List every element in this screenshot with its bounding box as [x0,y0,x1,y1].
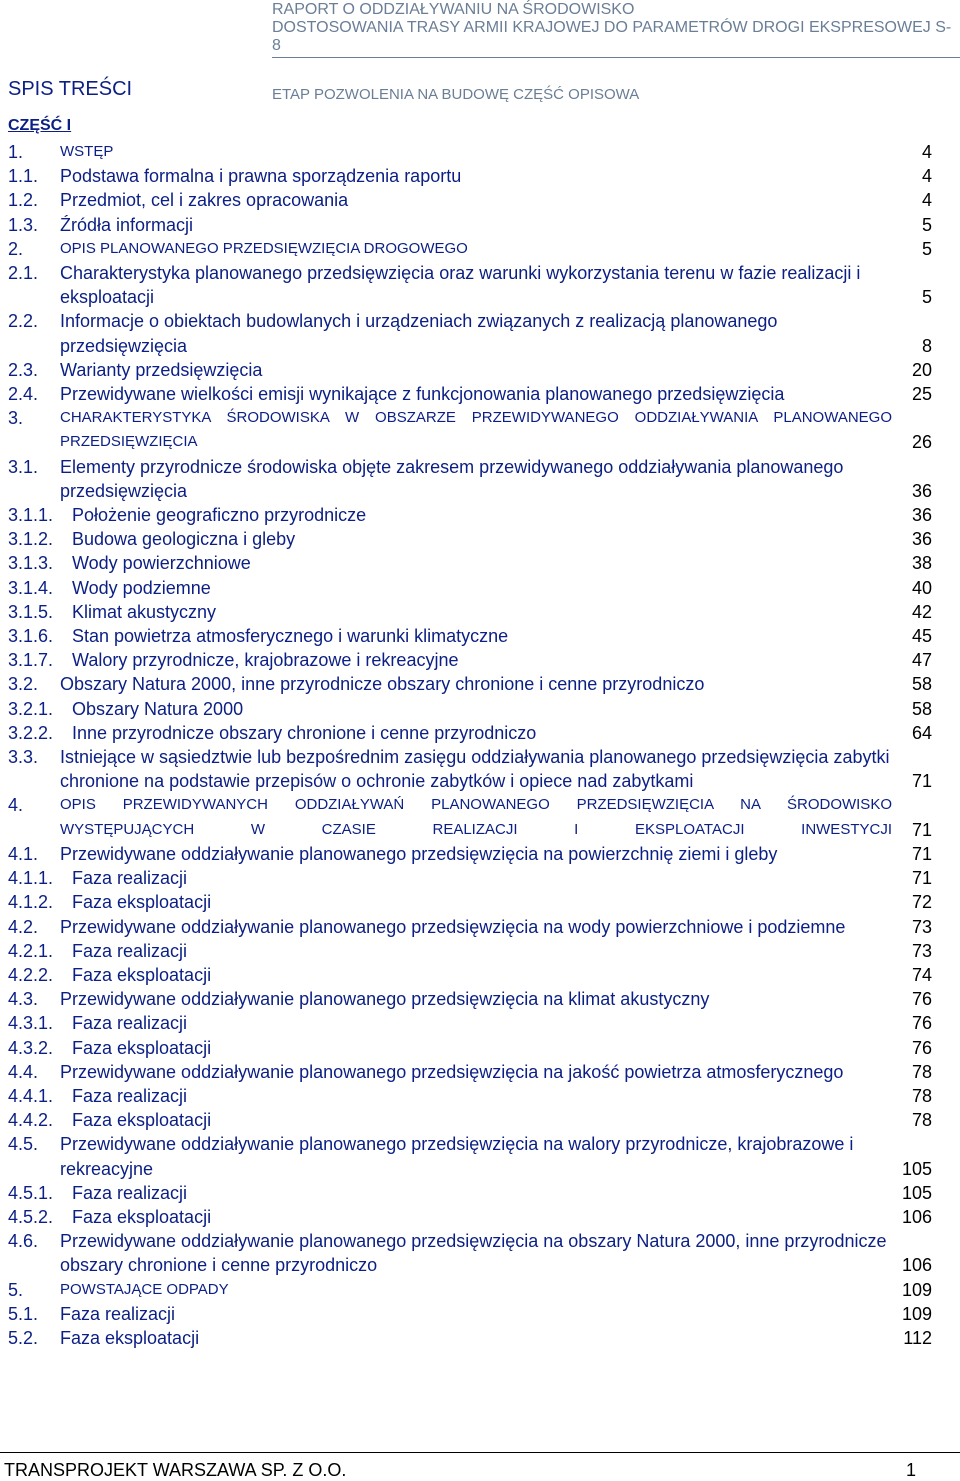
toc-entry-number: 4.3.1. [8,1013,54,1034]
toc-entry-page: 73 [911,916,932,937]
toc-entry-number: 3.2.2. [8,722,54,743]
toc-entry-page: 106 [901,1255,932,1276]
toc-entry[interactable] [8,213,932,237]
toc-entry-title: Faza realizacji [72,1085,188,1106]
toc-entry[interactable] [8,1302,932,1326]
toc-entry-number: 4.5. [8,1134,39,1155]
toc-entry-page: 74 [911,964,932,985]
toc-entry-number: 3.1.1. [8,505,54,526]
document-header [272,0,960,104]
toc-entry-title: OPIS PLANOWANEGO PRZEDSIĘWZIĘCIA DROGOWEGO [60,239,468,257]
toc-entry-number: 1. [8,142,24,162]
document-footer [0,1452,960,1480]
toc-entry[interactable] [8,793,932,841]
toc-entry-number: 1.1. [8,166,39,187]
toc-entry-number: 4.1.1. [8,868,54,889]
toc-entry[interactable] [8,164,932,188]
toc-entry-number: 4.2.1. [8,940,54,961]
toc-entry-number: 3.1.7. [8,650,54,671]
header-project-title: DOSTOSOWANIA TRASY ARMII KRAJOWEJ DO PARAMETRÓW DROGI EKSPRESOWEJ S-8 [272,19,960,58]
toc-entry[interactable] [8,1229,932,1277]
toc-entry[interactable] [8,188,932,212]
toc-entry-page: 76 [911,989,932,1010]
toc-entry-number: 4.4. [8,1061,39,1082]
toc-entry-page: 58 [911,674,932,695]
toc-entry[interactable] [8,406,932,454]
toc-entry-page: 78 [911,1085,932,1106]
toc-entry-number: 3.3. [8,747,39,768]
toc-entry-page: 109 [901,1279,932,1300]
toc-entry[interactable] [8,1132,932,1180]
toc-entry-page: 5 [921,238,932,259]
toc-entry-title: Źródła informacji [60,214,194,235]
toc-entry[interactable] [8,503,932,527]
toc-entry-number: 4. [8,795,24,816]
toc-entry[interactable] [8,1036,932,1060]
toc-entry-number: 3.2. [8,674,39,695]
toc-entry-number: 4.3. [8,989,39,1010]
toc-entry-title: Przewidywane oddziaływanie planowanego przedsięwzięcia na obszary Natura 2000, inne przyrodnicze obszary chronione i cenne przyrodniczo [60,1231,887,1276]
toc-entry[interactable] [8,866,932,890]
toc-entry-title: Przewidywane oddziaływanie planowanego przedsięwzięcia na jakość powietrza atmosferycznego [60,1061,844,1082]
footer-company: TRANSPROJEKT WARSZAWA SP. Z O.O. [4,1460,347,1480]
toc-entry-page: 78 [911,1110,932,1131]
toc-entry-title: Obszary Natura 2000, inne przyrodnicze obszary chronione i cenne przyrodniczo [60,674,705,695]
toc-entry-page: 76 [911,1013,932,1034]
toc-entry-title: Elementy przyrodnicze środowiska objęte zakresem przewidywanego oddziaływania planowanego przedsięwzięcia [60,456,844,501]
toc-entry-number: 3.1.3. [8,553,54,574]
toc-entry[interactable] [8,745,932,793]
toc-entry-number: 1.3. [8,214,39,235]
toc-entry-page: 47 [911,650,932,671]
toc-entry-title: Przewidywane oddziaływanie planowanego przedsięwzięcia na klimat akustyczny [60,989,710,1010]
toc-entry-page: 38 [911,553,932,574]
toc-entry[interactable] [8,890,932,914]
toc-entry-title: WSTĘP [60,143,114,160]
toc-entry-number: 2.1. [8,263,39,284]
toc-entry[interactable] [8,261,932,309]
toc-entry-page: 109 [901,1303,932,1324]
part-label: CZĘŚĆ I [8,117,72,134]
toc-entry-page: 4 [921,142,932,162]
toc-entry-number: 4.5.2. [8,1206,54,1227]
toc-entry-title: OPIS PRZEWIDYWANYCH ODDZIAŁYWAŃ PLANOWANEGO PRZEDSIĘWZIĘCIA NA ŚRODOWISKO WYSTĘPUJĄCYCH W CZASIE REALIZACJI I EKSPLOATACJI INWESTYCJI [60,796,892,838]
toc-entry[interactable] [8,576,932,600]
toc-entry-title: Faza eksploatacji [72,1037,212,1058]
toc-entry-number: 3. [8,408,24,429]
toc-entry-page: 26 [911,432,932,453]
toc-entry-title: CHARAKTERYSTYKA ŚRODOWISKA W OBSZARZE PRZEWIDYWANEGO ODDZIAŁYWANIA PLANOWANEGO PRZEDSIĘWZIĘCIA [60,409,892,451]
toc-entry[interactable] [8,309,932,357]
toc-entry[interactable] [8,1108,932,1132]
toc-entry[interactable] [8,527,932,551]
toc-entry-title: Faza eksploatacji [72,1110,212,1131]
toc-entry-number: 2.2. [8,311,39,332]
toc-entry-number: 4.1.2. [8,892,54,913]
header-report-title: RAPORT O ODDZIAŁYWANIU NA ŚRODOWISKO [272,1,635,18]
toc-entry-page: 64 [911,722,932,743]
toc-entry-page: 105 [901,1158,932,1179]
toc-entry-number: 4.4.1. [8,1085,54,1106]
toc-entry-number: 5. [8,1279,24,1300]
footer-page-number: 1 [906,1460,917,1480]
toc-entry-title: Walory przyrodnicze, krajobrazowe i rekreacyjne [72,650,459,671]
toc-entry-page: 4 [921,190,932,211]
toc-entry-title: Wody powierzchniowe [72,553,251,574]
toc-entry[interactable] [8,1181,932,1205]
toc-entry-page: 4 [921,166,932,187]
toc-entry-page: 71 [911,868,932,889]
toc-entry-title: Faza realizacji [72,868,188,889]
toc-entry[interactable] [8,1011,932,1035]
toc-title: SPIS TREŚCI [8,78,133,100]
toc-entry[interactable] [8,1205,932,1229]
toc-entry-page: 106 [901,1206,932,1227]
toc-entry-page: 20 [911,359,932,380]
toc-entry-title: Przewidywane oddziaływanie planowanego przedsięwzięcia na powierzchnię ziemi i gleby [60,843,778,864]
toc-entry-title: Przewidywane oddziaływanie planowanego przedsięwzięcia na wody powierzchniowe i podziemne [60,916,846,937]
toc-entry-title: Obszary Natura 2000 [72,698,244,719]
toc-entry-page: 40 [911,577,932,598]
toc-entry[interactable] [8,1084,932,1108]
toc-entry-number: 2. [8,238,24,259]
toc-entry-number: 3.2.1. [8,698,54,719]
toc-entry-title: Faza eksploatacji [72,964,212,985]
toc-entry[interactable] [8,987,932,1011]
toc-entry-page: 36 [911,505,932,526]
toc-entry-number: 3.1.5. [8,601,54,622]
toc-entry-page: 73 [911,940,932,961]
toc-entry-title: Położenie geograficzno przyrodnicze [72,505,367,526]
toc-entry-number: 4.4.2. [8,1110,54,1131]
toc-entry-page: 71 [911,771,932,792]
toc-entry-title: Warianty przedsięwzięcia [60,359,263,380]
toc-entry-page: 112 [903,1327,932,1348]
toc-entry-number: 3.1.4. [8,577,54,598]
toc-entry[interactable] [8,455,932,503]
toc-entry[interactable] [8,721,932,745]
toc-entry[interactable] [8,842,932,866]
toc-entry[interactable] [8,648,932,672]
toc-entry-number: 3.1. [8,456,39,477]
toc-entry-page: 45 [911,626,932,647]
toc-entry-title: POWSTAJĄCE ODPADY [60,1280,229,1298]
toc-entry-title: Informacje o obiektach budowlanych i urządzeniach związanych z realizacją planowanego przedsięwzięcia [60,311,778,356]
toc-entry-number: 3.1.6. [8,626,54,647]
toc-entry-number: 5.2. [8,1327,39,1348]
toc-entry[interactable] [8,939,932,963]
toc-entry-number: 3.1.2. [8,529,54,550]
toc-entry-number: 4.2. [8,916,39,937]
toc-entry-page: 78 [911,1061,932,1082]
toc-entry-title: Faza eksploatacji [60,1327,200,1348]
toc-entry-number: 4.2.2. [8,964,54,985]
toc-entry-page: 105 [901,1182,932,1203]
header-stage: ETAP POZWOLENIA NA BUDOWĘ CZĘŚĆ OPISOWA [272,86,640,103]
toc-entry[interactable] [8,140,932,164]
toc-entry[interactable] [8,624,932,648]
toc-entry[interactable] [8,358,932,382]
toc-entry-number: 4.6. [8,1231,39,1252]
toc-entry[interactable] [8,382,932,406]
toc-entry-title: Inne przyrodnicze obszary chronione i cenne przyrodniczo [72,722,537,743]
toc-entry-title: Faza realizacji [72,1013,188,1034]
toc-entry[interactable] [8,237,932,261]
toc-entry-page: 76 [911,1037,932,1058]
toc-entry-title: Faza realizacji [72,1182,188,1203]
toc-entry[interactable] [8,1326,932,1350]
toc-entry-title: Podstawa formalna i prawna sporządzenia raportu [60,166,462,187]
toc-entry-page: 42 [911,601,932,622]
toc-entry-number: 5.1. [8,1303,39,1324]
toc-entry-page: 5 [921,287,932,308]
toc-entry-title: Budowa geologiczna i gleby [72,529,296,550]
toc-entry[interactable] [8,963,932,987]
toc-entry[interactable] [8,672,932,696]
toc-entry-title: Klimat akustyczny [72,601,217,622]
toc-entry-number: 4.3.2. [8,1037,54,1058]
toc-entry-page: 5 [921,214,932,235]
toc-entry[interactable] [8,600,932,624]
toc-entry-title: Wody podziemne [72,577,211,598]
toc-entry[interactable] [8,915,932,939]
toc-entry-title: Istniejące w sąsiedztwie lub bezpośrednim zasięgu oddziaływania planowanego przedsięwzięcia zabytki chronione na podstawie przepisów o ochronie zabytków i opiece nad zabytkami [60,747,890,792]
toc-entry-page: 25 [911,384,932,405]
toc-entry-page: 36 [911,480,932,501]
toc-entry-page: 71 [911,819,932,840]
toc-entry-title: Stan powietrza atmosferycznego i warunki klimatyczne [72,626,509,647]
toc-entry-title: Charakterystyka planowanego przedsięwzięcia oraz warunki wykorzystania terenu w fazie realizacji i eksploatacji [60,263,861,308]
toc-entry-title: Przewidywane oddziaływanie planowanego przedsięwzięcia na walory przyrodnicze, krajobrazowe i rekreacyjne [60,1134,854,1179]
toc-entry-page: 8 [921,335,932,356]
toc-entry-page: 58 [911,698,932,719]
toc-entry-page: 72 [911,892,932,913]
toc-entry-page: 36 [911,529,932,550]
toc-entry-title: Przedmiot, cel i zakres opracowania [60,190,349,211]
toc-entry-title: Faza eksploatacji [72,892,212,913]
toc-entry[interactable] [8,551,932,575]
toc-entry[interactable] [8,697,932,721]
toc-entry[interactable] [8,1278,932,1302]
toc-entry-number: 4.5.1. [8,1182,54,1203]
toc-entry-title: Faza eksploatacji [72,1206,212,1227]
toc-entry-number: 4.1. [8,843,39,864]
toc-entry-title: Przewidywane wielkości emisji wynikające z funkcjonowania planowanego przedsięwzięcia [60,384,785,405]
toc-entry-title: Faza realizacji [60,1303,176,1324]
toc-entry-page: 71 [911,843,932,864]
toc-entry[interactable] [8,1060,932,1084]
toc-entry-number: 2.3. [8,359,39,380]
table-of-contents [8,140,932,1350]
toc-entry-number: 2.4. [8,384,39,405]
toc-entry-number: 1.2. [8,190,39,211]
toc-entry-title: Faza realizacji [72,940,188,961]
